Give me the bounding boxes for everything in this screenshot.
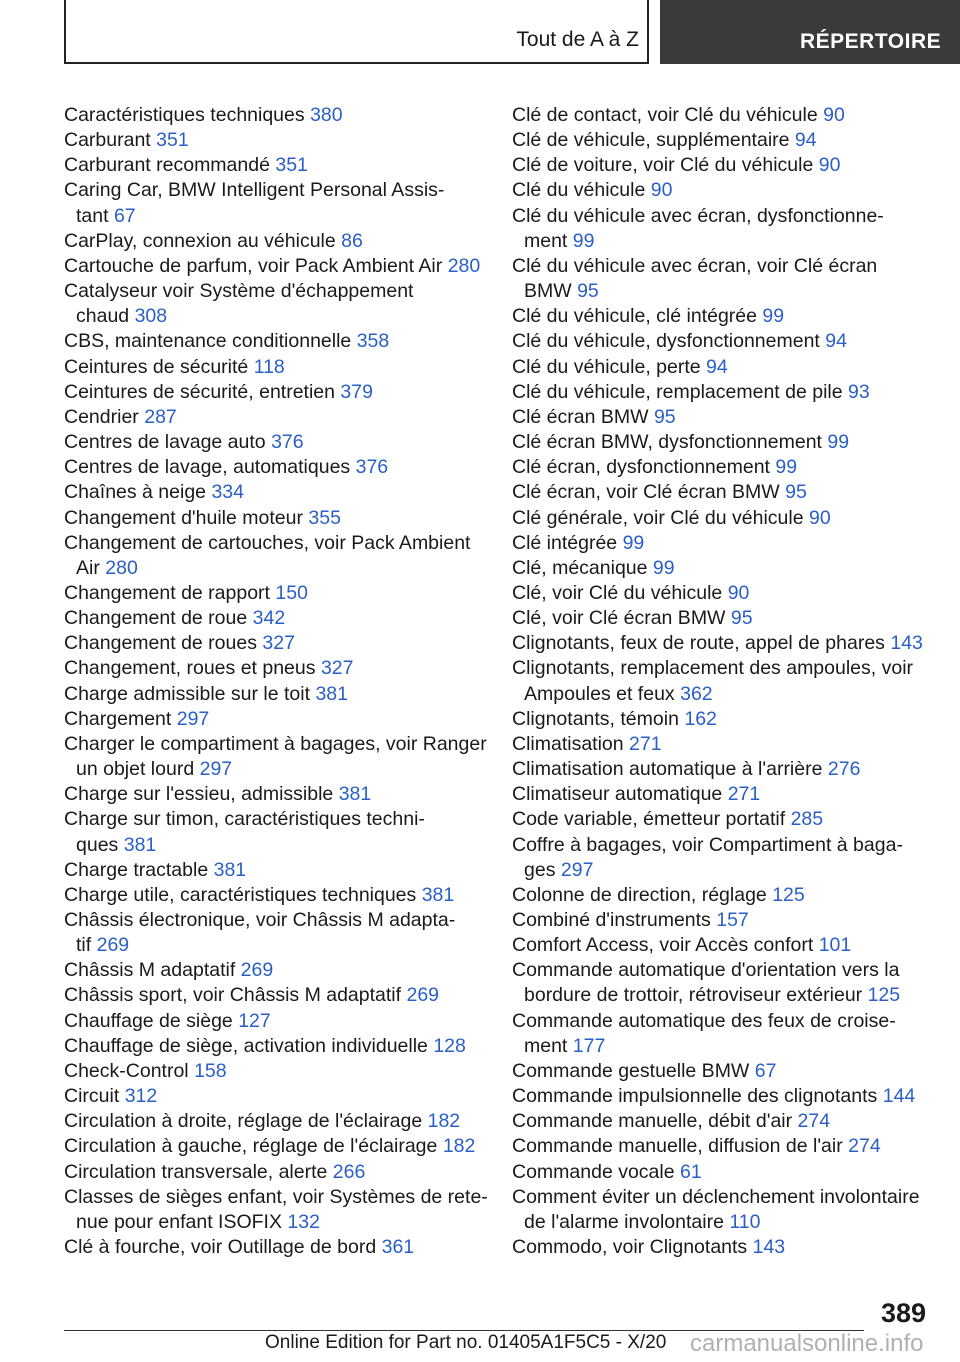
- index-entry-text: Air: [76, 556, 100, 579]
- page-reference-link[interactable]: 334: [211, 481, 244, 504]
- page-reference-link[interactable]: 327: [262, 632, 295, 655]
- index-entry-text: Clé, voir Clé écran BMW: [512, 607, 726, 630]
- index-entry: [64, 229, 494, 254]
- page-reference-link[interactable]: 381: [213, 858, 247, 881]
- index-entry-text: Clé, mécanique: [512, 556, 648, 579]
- page-reference-link[interactable]: 143: [890, 632, 923, 655]
- page-reference-link[interactable]: 99: [622, 531, 645, 554]
- page-reference-link[interactable]: 61: [680, 1160, 702, 1183]
- index-entry-text: Carburant: [64, 129, 151, 152]
- index-entry-text: Combiné d'instruments: [512, 909, 711, 931]
- index-entry: [64, 254, 494, 279]
- index-entry-text: un objet lourd: [76, 758, 195, 781]
- index-entry-text: Châssis sport, voir Châssis M adaptatif: [64, 984, 402, 1007]
- page-reference-link[interactable]: 90: [809, 506, 831, 529]
- page-reference-link[interactable]: 327: [320, 657, 354, 680]
- index-entry: [512, 329, 932, 354]
- index-entry-text: Clé, voir Clé du véhicule: [512, 581, 723, 604]
- page-reference-link[interactable]: 143: [752, 1236, 786, 1259]
- index-entry-text: BMW: [524, 280, 572, 303]
- index-entry-text: Classes de sièges enfant, voir Systèmes de rete-: [64, 1185, 488, 1208]
- page-reference-link[interactable]: 95: [785, 481, 807, 504]
- index-entry: [512, 304, 932, 329]
- index-entry: [512, 883, 932, 908]
- page-reference-link[interactable]: 276: [827, 758, 861, 781]
- index-entry-text: Commande manuelle, diffusion de l'air: [512, 1135, 843, 1158]
- index-entry: [512, 380, 932, 405]
- index-entry-text: Clignotants, feux de route, appel de phares: [512, 632, 885, 655]
- page-reference-link[interactable]: 182: [442, 1135, 476, 1158]
- index-entry-text: Clé du véhicule, clé intégrée: [512, 305, 757, 328]
- index-entry: [64, 103, 494, 128]
- index-entry-text: Catalyseur voir Système d'échappement: [64, 280, 414, 303]
- index-entry-text: Centres de lavage auto: [64, 431, 266, 454]
- page-reference-link[interactable]: 150: [275, 581, 308, 604]
- page-reference-link[interactable]: 157: [716, 909, 749, 931]
- index-entry-text: Clé du véhicule, remplacement de pile: [512, 380, 843, 403]
- index-entry-text: Clé de véhicule, supplémentaire: [512, 129, 790, 152]
- index-entry-text: Ceintures de sécurité, entretien: [64, 380, 335, 403]
- index-entry-text: Changement de roue: [64, 607, 248, 630]
- index-entry: [64, 1084, 494, 1109]
- page-reference-link[interactable]: 379: [340, 380, 373, 403]
- index-entry: [64, 380, 494, 405]
- page-reference-link[interactable]: 271: [727, 783, 761, 806]
- index-entry: [512, 732, 932, 757]
- page-reference-link[interactable]: 269: [96, 934, 130, 957]
- page-reference-link[interactable]: 380: [310, 104, 343, 126]
- index-entry: [64, 782, 494, 807]
- index-entry: [64, 430, 494, 455]
- index-entry: [64, 405, 494, 430]
- index-entry-text: Clé écran, voir Clé écran BMW: [512, 481, 780, 504]
- index-entry: [64, 983, 494, 1008]
- page-reference-link[interactable]: 132: [287, 1210, 320, 1233]
- index-entry: [512, 807, 932, 832]
- page-reference-link[interactable]: 118: [253, 355, 285, 378]
- index-entry-text: Ceintures de sécurité: [64, 355, 249, 378]
- index-entry: [512, 1235, 932, 1260]
- header-chapter-box: [660, 0, 960, 64]
- index-entry: [512, 103, 932, 128]
- page-reference-link[interactable]: 285: [790, 808, 824, 831]
- index-entry-text: Circulation à droite, réglage de l'éclairage: [64, 1110, 423, 1133]
- index-entry: [64, 279, 494, 329]
- index-entry-text: Chauffage de siège, activation individuelle: [64, 1034, 428, 1057]
- index-entry: [512, 656, 932, 706]
- index-entry-text: Commande automatique d'orientation vers la: [512, 959, 900, 982]
- index-entry: [64, 631, 494, 656]
- index-entry: [512, 531, 932, 556]
- page-reference-link[interactable]: 162: [684, 707, 717, 730]
- index-entry-text: tant: [76, 204, 109, 227]
- index-entry: [64, 581, 494, 606]
- index-entry: [64, 1034, 494, 1059]
- index-entry-text: Châssis M adaptatif: [64, 959, 236, 982]
- index-entry: [64, 807, 494, 857]
- index-entry-text: Clé intégrée: [512, 531, 618, 554]
- index-entry: [64, 707, 494, 732]
- index-entry: [512, 1160, 932, 1185]
- index-entry-text: Clé du véhicule avec écran, dysfonctionne-: [512, 204, 884, 227]
- page-reference-link[interactable]: 95: [653, 405, 676, 428]
- index-entry-text: Clé du véhicule, dysfonctionnement: [512, 330, 820, 353]
- index-entry: [512, 1185, 932, 1235]
- index-entry-text: Comfort Access, voir Accès confort: [512, 934, 814, 957]
- index-entry: [512, 1059, 932, 1084]
- index-entry-text: Clé du véhicule avec écran, voir Clé écran: [512, 254, 878, 277]
- index-entry-text: Climatisation: [512, 732, 624, 755]
- index-entry-text: Cartouche de parfum, voir Pack Ambient Air: [64, 254, 443, 277]
- index-entry: [64, 128, 494, 153]
- page-reference-link[interactable]: 287: [144, 405, 177, 428]
- index-entry: [64, 1059, 494, 1084]
- page-reference-link[interactable]: 90: [823, 104, 845, 126]
- page-reference-link[interactable]: 362: [680, 682, 713, 705]
- index-entry: [512, 833, 932, 883]
- index-entry: [64, 480, 494, 505]
- footer-edition-text: Online Edition for Part no. 01405A1F5C5 - X/20: [265, 1332, 667, 1353]
- page-reference-link[interactable]: 125: [772, 883, 805, 906]
- index-entry: [512, 757, 932, 782]
- index-entry-text: tif: [76, 934, 92, 957]
- page-reference-link[interactable]: 280: [447, 254, 481, 277]
- index-entry-text: Colonne de direction, réglage: [512, 883, 767, 906]
- index-entry: [64, 858, 494, 883]
- page-reference-link[interactable]: 94: [794, 129, 817, 152]
- index-entry: [64, 1109, 494, 1134]
- index-entry: [512, 254, 932, 304]
- page-reference-link[interactable]: 99: [572, 229, 595, 252]
- index-entry: [64, 455, 494, 480]
- page-reference-link[interactable]: 376: [355, 456, 389, 479]
- index-entry: [512, 355, 932, 380]
- index-entry-text: Changement de cartouches, voir Pack Ambient: [64, 531, 471, 554]
- index-entry: [512, 480, 932, 505]
- index-entry-text: Commande gestuelle BMW: [512, 1059, 750, 1082]
- page-reference-link[interactable]: 381: [315, 682, 348, 705]
- index-entry-text: Climatiseur automatique: [512, 783, 723, 806]
- index-entry-text: Caractéristiques techniques: [64, 104, 305, 126]
- page-reference-link[interactable]: 99: [652, 556, 675, 579]
- index-entry-text: Changement de rapport: [64, 581, 270, 604]
- index-entry-text: Chaînes à neige: [64, 481, 207, 504]
- page-reference-link[interactable]: 101: [818, 934, 852, 957]
- index-entry: [64, 153, 494, 178]
- index-entry: [512, 430, 932, 455]
- index-entry-text: Clé écran, dysfonctionnement: [512, 456, 770, 479]
- index-entry-text: Clé générale, voir Clé du véhicule: [512, 506, 804, 529]
- index-entry-text: Charge sur l'essieu, admissible: [64, 783, 334, 806]
- index-entry-text: ment: [524, 1034, 568, 1057]
- index-entry-text: Charge sur timon, caractéristiques techni-: [64, 808, 425, 831]
- index-entry-text: Commande vocale: [512, 1160, 675, 1183]
- index-entry-text: Coffre à bagages, voir Compartiment à baga-: [512, 833, 903, 856]
- index-entry-text: Cendrier: [64, 405, 139, 428]
- index-entry-text: Commande automatique des feux de croise-: [512, 1009, 896, 1032]
- page-reference-link[interactable]: 86: [341, 229, 363, 252]
- index-entry-text: chaud: [76, 305, 130, 328]
- index-entry-text: Clé écran BMW, dysfonctionnement: [512, 431, 822, 454]
- index-entry: [64, 531, 494, 581]
- page-reference-link[interactable]: 342: [252, 607, 286, 630]
- chapter-title: RÉPERTOIRE: [800, 30, 942, 53]
- index-entry: [512, 631, 932, 656]
- index-entry: [64, 908, 494, 958]
- index-entry: [512, 556, 932, 581]
- page-reference-link[interactable]: 144: [882, 1085, 916, 1108]
- index-entry: [512, 128, 932, 153]
- page-reference-link[interactable]: 351: [275, 154, 308, 177]
- index-entry-text: bordure de trottoir, rétroviseur extérieur: [524, 984, 863, 1007]
- page-reference-link[interactable]: 269: [406, 984, 440, 1007]
- page-reference-link[interactable]: 381: [421, 883, 455, 906]
- index-entry-text: nue pour enfant ISOFIX: [76, 1210, 282, 1233]
- page-reference-link[interactable]: 94: [825, 330, 847, 353]
- index-entry-text: Clé de contact, voir Clé du véhicule: [512, 104, 818, 126]
- index-entry-text: Comment éviter un déclenchement involontaire: [512, 1185, 920, 1208]
- index-entry: [512, 506, 932, 531]
- page-reference-link[interactable]: 99: [827, 431, 850, 454]
- page-reference-link[interactable]: 269: [240, 959, 274, 982]
- index-entry: [512, 1084, 932, 1109]
- index-entry-text: Code variable, émetteur portatif: [512, 808, 786, 831]
- page-reference-link[interactable]: 381: [123, 833, 157, 856]
- index-entry-text: Circuit: [64, 1085, 120, 1108]
- page-reference-link[interactable]: 274: [848, 1135, 881, 1158]
- index-entry-text: Climatisation automatique à l'arrière: [512, 758, 823, 781]
- page-reference-link[interactable]: 99: [775, 456, 798, 479]
- index-entry: [512, 606, 932, 631]
- page-reference-link[interactable]: 128: [433, 1034, 466, 1057]
- page-reference-link[interactable]: 358: [356, 330, 390, 353]
- index-entry: [512, 1009, 932, 1059]
- index-column-left: [64, 103, 494, 1260]
- index-entry-text: Circulation transversale, alerte: [64, 1160, 328, 1183]
- index-entry: [64, 606, 494, 631]
- index-entry: [64, 355, 494, 380]
- page-reference-link[interactable]: 308: [134, 305, 168, 328]
- page-reference-link[interactable]: 90: [727, 581, 750, 604]
- index-entry: [512, 933, 932, 958]
- page-reference-link[interactable]: 351: [156, 129, 189, 152]
- index-entry: [512, 153, 932, 178]
- section-title: Tout de A à Z: [516, 28, 639, 51]
- index-entry: [64, 1009, 494, 1034]
- index-entry: [64, 682, 494, 707]
- page-reference-link[interactable]: 90: [818, 154, 841, 177]
- index-entry: [64, 656, 494, 681]
- index-column-right: [512, 103, 932, 1260]
- index-entry-text: Ampoules et feux: [524, 682, 675, 705]
- index-entry-text: Clé écran BMW: [512, 405, 649, 428]
- page-reference-link[interactable]: 94: [706, 355, 728, 378]
- index-entry: [64, 958, 494, 983]
- index-entry: [64, 329, 494, 354]
- index-entry-text: Clé de voiture, voir Clé du véhicule: [512, 154, 814, 177]
- page-reference-link[interactable]: 271: [629, 732, 662, 755]
- page-reference-link[interactable]: 67: [754, 1059, 777, 1082]
- index-entry-text: Commodo, voir Clignotants: [512, 1236, 748, 1259]
- index-entry: [512, 908, 932, 933]
- index-entry: [64, 506, 494, 531]
- page-reference-link[interactable]: 90: [650, 179, 673, 202]
- index-entry-text: Changement de roues: [64, 632, 257, 655]
- page-reference-link[interactable]: 127: [238, 1009, 271, 1032]
- index-entry-text: Charge tractable: [64, 858, 209, 881]
- index-entry: [64, 1134, 494, 1159]
- index-entry: [512, 782, 932, 807]
- index-entry-text: Clé du véhicule: [512, 179, 646, 202]
- page-reference-link[interactable]: 297: [199, 758, 233, 781]
- page-reference-link[interactable]: 125: [867, 984, 901, 1007]
- index-entry-text: Chargement: [64, 707, 172, 730]
- page-reference-link[interactable]: 274: [797, 1110, 831, 1133]
- index-entry-text: de l'alarme involontaire: [524, 1210, 724, 1233]
- index-entry-text: Centres de lavage, automatiques: [64, 456, 351, 479]
- page-reference-link[interactable]: 67: [113, 204, 136, 227]
- page-reference-link[interactable]: 376: [271, 431, 304, 454]
- index-entry-text: Caring Car, BMW Intelligent Personal Assis-: [64, 179, 445, 202]
- page-reference-link[interactable]: 95: [577, 280, 599, 303]
- page-reference-link[interactable]: 297: [176, 707, 210, 730]
- page-reference-link[interactable]: 177: [572, 1034, 606, 1057]
- index-entry-text: Carburant recommandé: [64, 154, 270, 177]
- index-entry-text: Changement, roues et pneus: [64, 657, 316, 680]
- index-entry-text: Charge utile, caractéristiques techniques: [64, 883, 417, 906]
- index-entry: [512, 1109, 932, 1134]
- index-entry-text: Check-Control: [64, 1059, 189, 1082]
- index-entry-text: Clignotants, témoin: [512, 707, 679, 730]
- index-entry-text: Clignotants, remplacement des ampoules, voir: [512, 657, 914, 680]
- index-entry: [512, 405, 932, 430]
- page-reference-link[interactable]: 158: [194, 1059, 227, 1082]
- watermark-text: carmanualsonline.info: [690, 1330, 924, 1357]
- index-entry: [64, 178, 494, 228]
- index-entry: [512, 455, 932, 480]
- index-entry: [512, 958, 932, 1008]
- page-reference-link[interactable]: 95: [730, 607, 753, 630]
- index-entry-text: CBS, maintenance conditionnelle: [64, 330, 352, 353]
- index-entry-text: Chauffage de siège: [64, 1009, 233, 1032]
- page-number: 389: [880, 1298, 926, 1328]
- index-entry-text: Charge admissible sur le toit: [64, 682, 311, 705]
- page-reference-link[interactable]: 110: [729, 1210, 761, 1233]
- index-entry-text: Clé du véhicule, perte: [512, 355, 701, 378]
- index-entry-text: ment: [524, 229, 568, 252]
- index-entry-text: Clé à fourche, voir Outillage de bord: [64, 1236, 377, 1259]
- index-entry: [512, 1134, 932, 1159]
- page-reference-link[interactable]: 280: [105, 556, 138, 579]
- index-entry: [512, 178, 932, 203]
- page-reference-link[interactable]: 361: [381, 1236, 415, 1259]
- header-section-box: [64, 0, 649, 64]
- page-reference-link[interactable]: 99: [762, 305, 785, 328]
- page-reference-link[interactable]: 355: [308, 506, 341, 529]
- index-entry-text: Charger le compartiment à bagages, voir Ranger: [64, 732, 487, 755]
- index-entry: [64, 1160, 494, 1185]
- index-entry: [64, 883, 494, 908]
- index-entry-text: ques: [76, 833, 119, 856]
- page-reference-link[interactable]: 381: [338, 783, 372, 806]
- index-entry-text: Châssis électronique, voir Châssis M adapta-: [64, 909, 456, 931]
- index-entry-text: Commande impulsionnelle des clignotants: [512, 1085, 878, 1108]
- index-entry-text: Commande manuelle, débit d'air: [512, 1110, 793, 1133]
- index-entry-text: ges: [524, 858, 556, 881]
- index-entry: [512, 707, 932, 732]
- page-reference-link[interactable]: 312: [124, 1085, 158, 1108]
- index-entry: [64, 732, 494, 782]
- index-entry-text: Changement d'huile moteur: [64, 506, 303, 529]
- page-reference-link[interactable]: 182: [427, 1110, 461, 1133]
- index-entry: [64, 1185, 494, 1235]
- index-entry: [64, 1235, 494, 1260]
- page-reference-link[interactable]: 266: [332, 1160, 366, 1183]
- index-entry-text: Circulation à gauche, réglage de l'éclairage: [64, 1135, 438, 1158]
- page-reference-link[interactable]: 93: [848, 380, 870, 403]
- page-reference-link[interactable]: 297: [560, 858, 594, 881]
- index-entry: [512, 581, 932, 606]
- index-entry-text: CarPlay, connexion au véhicule: [64, 229, 336, 252]
- index-entry: [512, 204, 932, 254]
